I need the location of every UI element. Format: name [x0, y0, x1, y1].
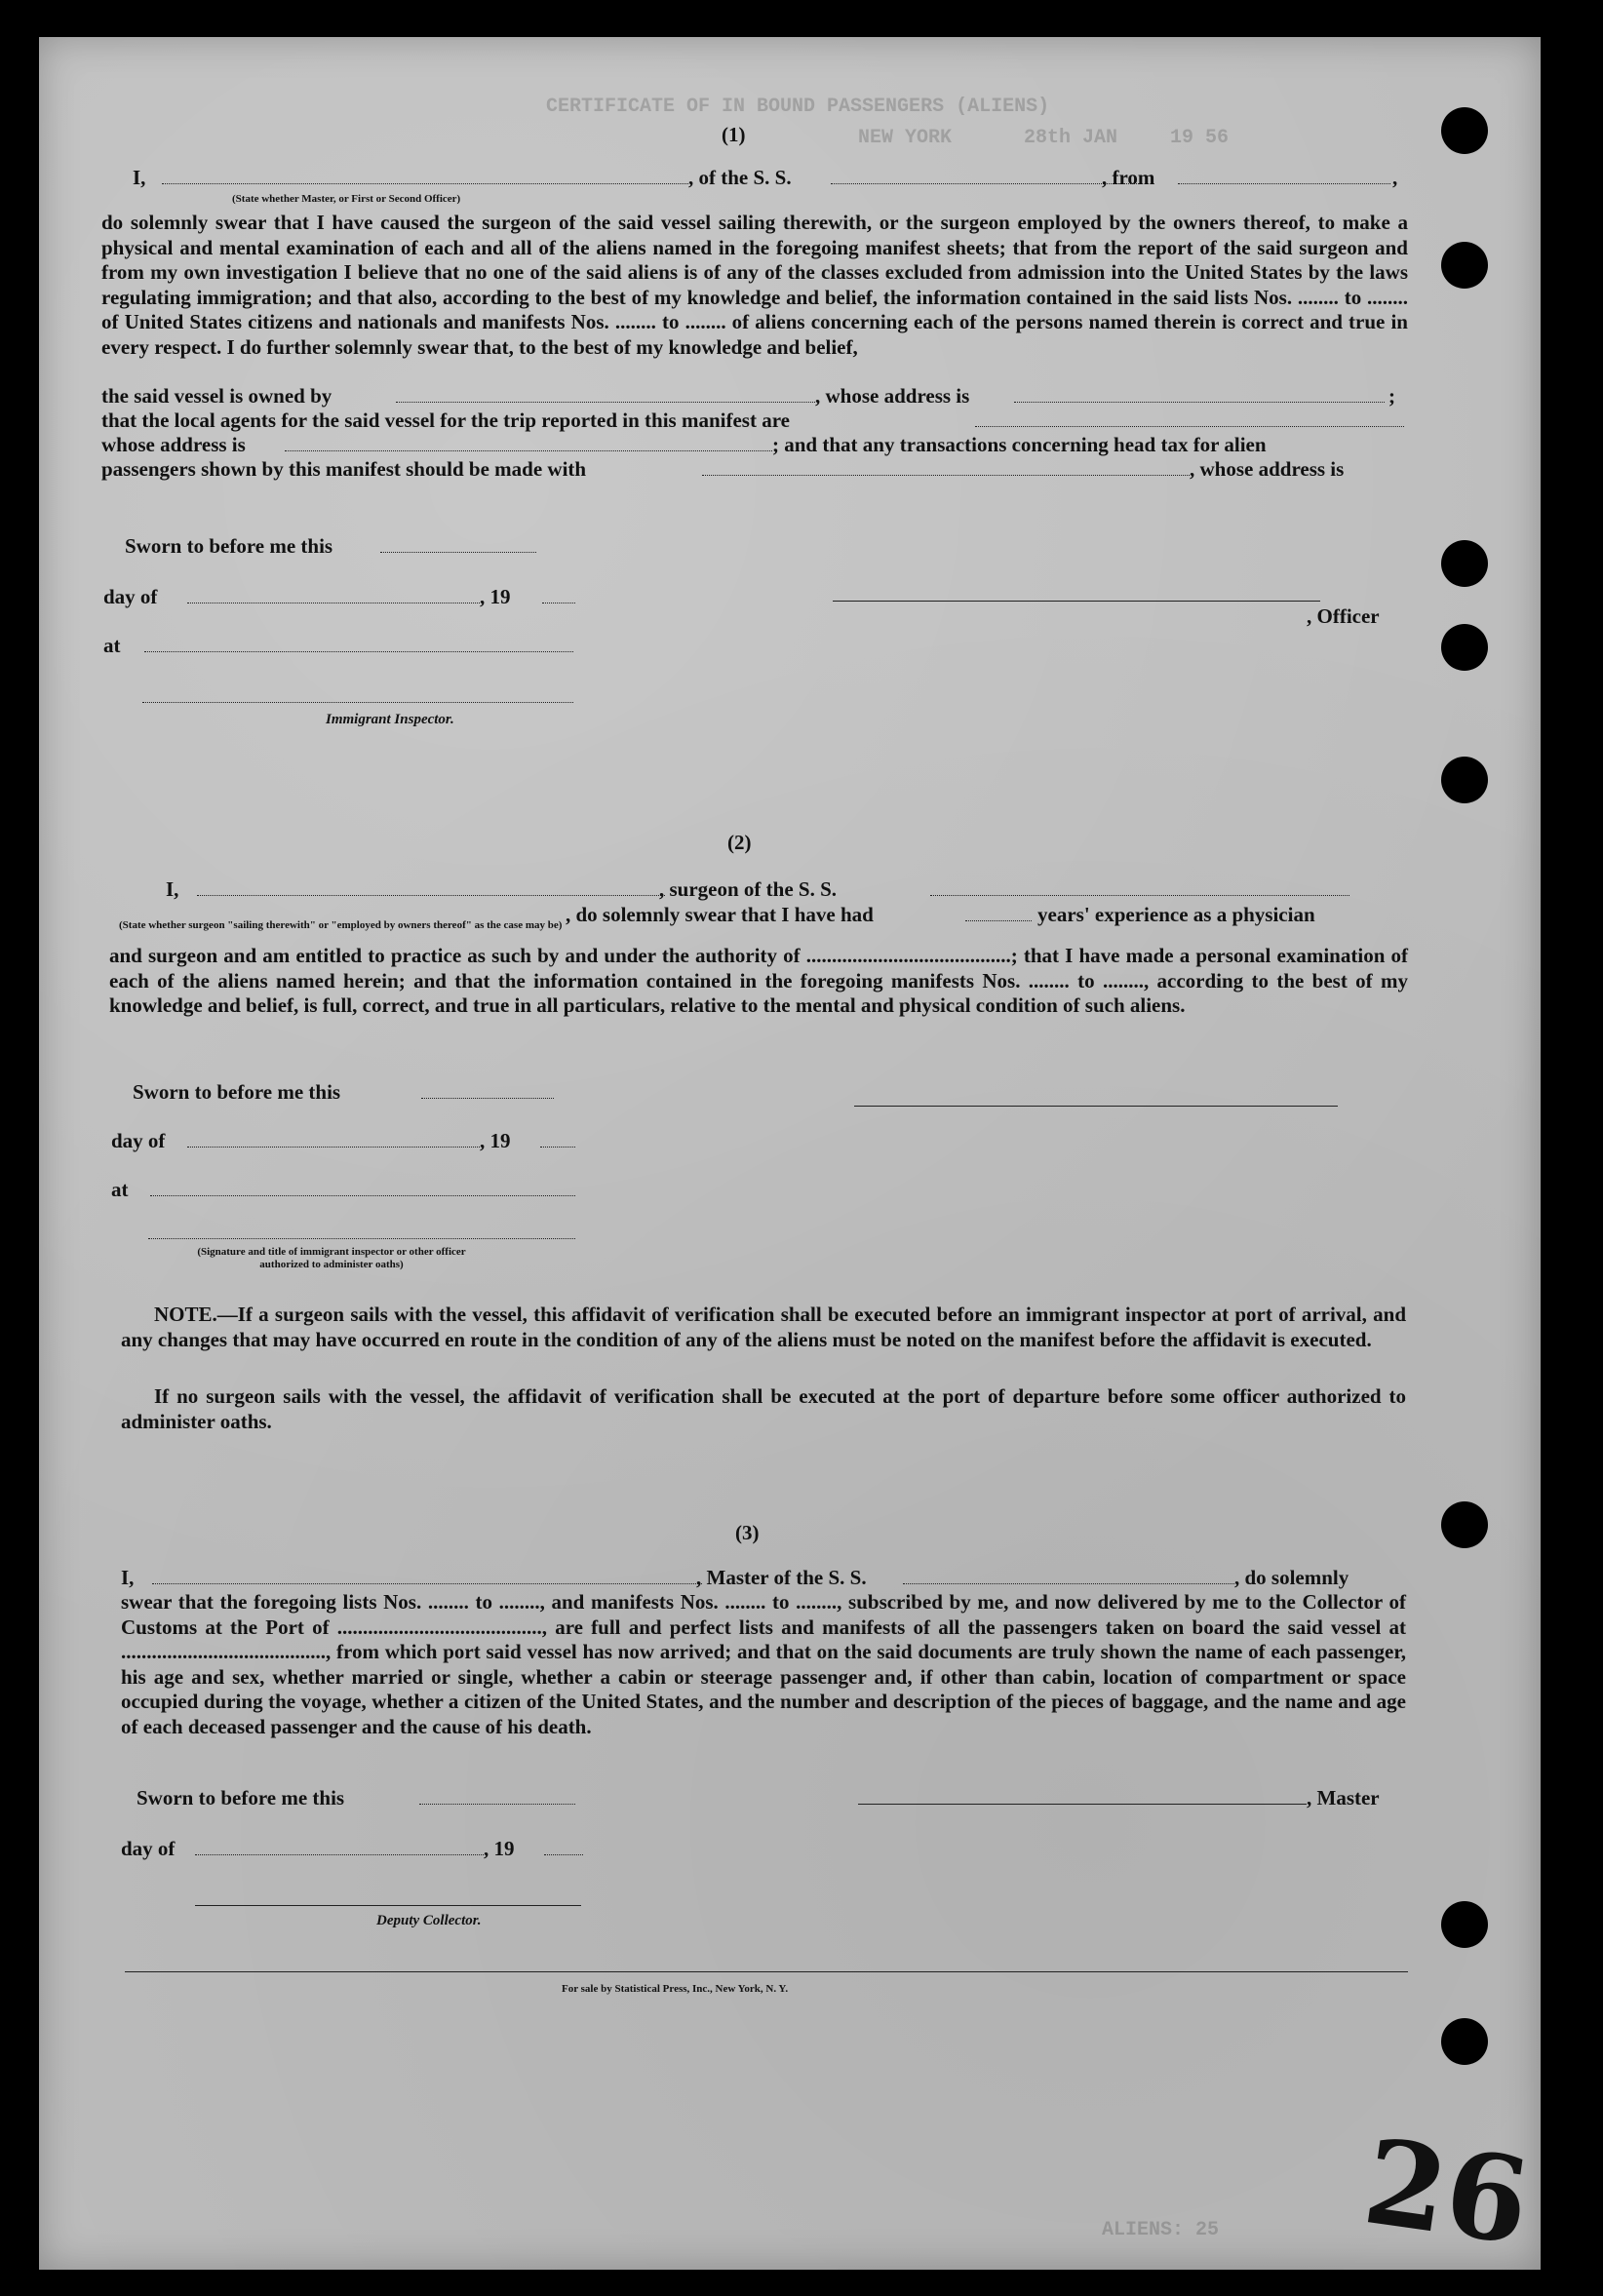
s2-paragraph: and surgeon and am entitled to practice as such by and under the authority of ........................................; that I have made a personal examination of each of the aliens named herein; and that the information contained in the foregoing manifests Nos. ........ to ........, according to the best of my knowledge and belief, is full, correct, and true in all particulars, relative to the mental and physical condition of such aliens. [109, 944, 1408, 1017]
s1-line1-blank1 [162, 183, 688, 184]
s1-passengers-blank [702, 475, 1190, 476]
s3-day-blank [195, 1854, 484, 1855]
s1-at: at [103, 634, 121, 657]
s1-sworn-blank [380, 552, 536, 553]
punch-hole-7 [1441, 1901, 1488, 1948]
s3-sworn: Sworn to before me this [137, 1786, 345, 1810]
footer-printer: For sale by Statistical Press, Inc., New York, N. Y. [562, 1983, 789, 1995]
punch-hole-2 [1441, 242, 1488, 289]
ghost-text-3: 19 56 [1170, 127, 1230, 149]
s3-solemnly: , do solemnly [1234, 1566, 1349, 1589]
s2-signature-note: (Signature and title of immigrant inspector or other officer authorized to administer oaths) [197, 1246, 466, 1270]
s2-year-blank [540, 1147, 575, 1148]
punch-hole-1 [1441, 107, 1488, 154]
s1-paragraph: do solemnly swear that I have caused the surgeon of the said vessel sailing therewith, or the surgeon employed by the owners thereof, to make a physical and mental examination of each and all of the aliens named in the foregoing manifest sheets; that from the report of the said surgeon and from my own investigation I believe that no one of the said aliens is of any of the classes excluded from admission into the United States by the laws regulating immigration; and that also, according to the best of my knowledge and belief, the information contained in the said lists Nos. ........ to ........ of United States citizens and nationals and manifests Nos. ........ to ........ of aliens concerning each of the persons named therein is correct and true in every respect. I do further solemnly swear that, to the best of my knowledge and belief, [101, 211, 1408, 359]
handwritten-page-number: 26 [1356, 2113, 1537, 2272]
ghost-text-2: 28th JAN [1024, 127, 1118, 149]
s2-sworn-blank [421, 1098, 554, 1099]
section3-number: (3) [735, 1521, 760, 1544]
s1-address: whose address is [101, 433, 246, 456]
s2-at-blank [150, 1195, 575, 1196]
s2-at: at [111, 1178, 129, 1201]
s1-passengers: passengers shown by this manifest should be made with [101, 457, 587, 481]
s2-years: years' experience as a physician [1037, 903, 1315, 926]
s2-day-of: day of [111, 1129, 166, 1152]
s1-day-of: day of [103, 585, 158, 608]
s3-sworn-blank [419, 1804, 575, 1805]
footer-rule [125, 1971, 1408, 1972]
s2-year: , 19 [480, 1129, 511, 1152]
s1-note: (State whether Master, or First or Second Officer) [232, 193, 461, 205]
s1-inspector: Immigrant Inspector. [326, 712, 454, 727]
s3-collector-line [195, 1905, 581, 1906]
s3-master: , Master [1307, 1786, 1380, 1810]
s3-ship-blank [903, 1583, 1234, 1584]
s1-agents: that the local agents for the said vessel for the trip reported in this manifest are [101, 409, 790, 432]
s1-line1-blank3 [1178, 183, 1390, 184]
s1-line1-from: , from [1102, 166, 1155, 189]
punch-hole-3 [1441, 540, 1488, 587]
ghost-bottom: ALIENS: 25 [1102, 2219, 1220, 2241]
punch-hole-8 [1441, 2018, 1488, 2065]
s1-officer: , Officer [1307, 604, 1380, 628]
s2-note: (State whether surgeon "sailing therewith" or "employed by owners thereof" as the case may be) [119, 919, 563, 931]
s1-at-blank [144, 651, 573, 652]
note-2: If no surgeon sails with the vessel, the affidavit of verification shall be executed at the port of departure before some officer authorized to administer oaths. [121, 1384, 1406, 1433]
section2-number: (2) [727, 831, 752, 854]
s3-master-line [858, 1804, 1307, 1805]
s2-i: I, [166, 877, 179, 901]
s1-officer-line [833, 601, 1320, 602]
s2-years-blank [965, 920, 1032, 921]
section1-number: (1) [722, 123, 746, 146]
s1-owned-address: , whose address is [815, 384, 970, 408]
note-1: NOTE.—If a surgeon sails with the vessel, this affidavit of verification shall be executed before an immigrant inspector at port of arrival, and any changes that may have occurred en route in the condition of any of the aliens must be noted on the manifest before the affidavit is executed. [121, 1303, 1406, 1351]
punch-hole-4 [1441, 624, 1488, 671]
s2-solemnly: , do solemnly swear that I have had [566, 903, 874, 926]
s1-line1-end: , [1392, 166, 1398, 189]
s1-line1-ss: , of the S. S. [688, 166, 792, 189]
punch-hole-6 [1441, 1501, 1488, 1548]
s1-agents-blank [975, 426, 1404, 427]
s2-blank1 [197, 895, 665, 896]
s2-sworn: Sworn to before me this [133, 1080, 341, 1104]
s3-master-ss: , Master of the S. S. [696, 1566, 867, 1589]
s3-year-blank [544, 1854, 583, 1855]
s3-collector: Deputy Collector. [376, 1913, 482, 1928]
s2-signature-blank [148, 1238, 575, 1239]
s1-address-blank [285, 450, 772, 451]
s3-blank1 [152, 1583, 702, 1584]
ghost-text-1: NEW YORK [858, 127, 953, 149]
s1-line1-blank2 [831, 183, 1141, 184]
s2-signature-line [854, 1106, 1338, 1107]
punch-hole-5 [1441, 757, 1488, 803]
s2-ship-blank [930, 895, 1349, 896]
s2-surgeon: , surgeon of the S. S. [659, 877, 838, 901]
s3-paragraph: swear that the foregoing lists Nos. ........ to ........, and manifests Nos. ........ to ........, subscribed by me, and now delivered by me to the Collector of Customs at the Port of ........................................, are full and perfect lists and manifests of all the passengers taken on board the said vessel at ........................................, from which port said vessel has now arrived; and that on the said documents are truly shown the name of each passenger, his age and sex, whether married or single, whether a cabin or steerage passenger and, if other than cabin, location of compartment or space occupied during the voyage, whether a citizen of the United States, and the number and description of the pieces of baggage, and the name and age of each deceased passenger and the cause of his death. [121, 1590, 1406, 1738]
s3-day-of: day of [121, 1837, 176, 1860]
s1-passengers-address: , whose address is [1190, 457, 1345, 481]
s1-owned-end: ; [1388, 384, 1395, 408]
s3-i: I, [121, 1566, 135, 1589]
s1-owned-blank [396, 402, 815, 403]
s3-year: , 19 [484, 1837, 515, 1860]
ghost-header: CERTIFICATE OF IN BOUND PASSENGERS (ALIENS) [546, 96, 1050, 118]
s2-day-blank [187, 1147, 480, 1148]
s1-year: , 19 [480, 585, 511, 608]
s1-sworn: Sworn to before me this [125, 534, 333, 558]
s1-line1-i: I, [133, 166, 146, 189]
s1-owned: the said vessel is owned by [101, 384, 332, 408]
s1-owned-address-blank [1014, 402, 1385, 403]
manifest-page [39, 37, 1541, 2270]
s1-address-rest: ; and that any transactions concerning head tax for alien [772, 433, 1267, 456]
s1-inspector-blank [142, 702, 573, 703]
